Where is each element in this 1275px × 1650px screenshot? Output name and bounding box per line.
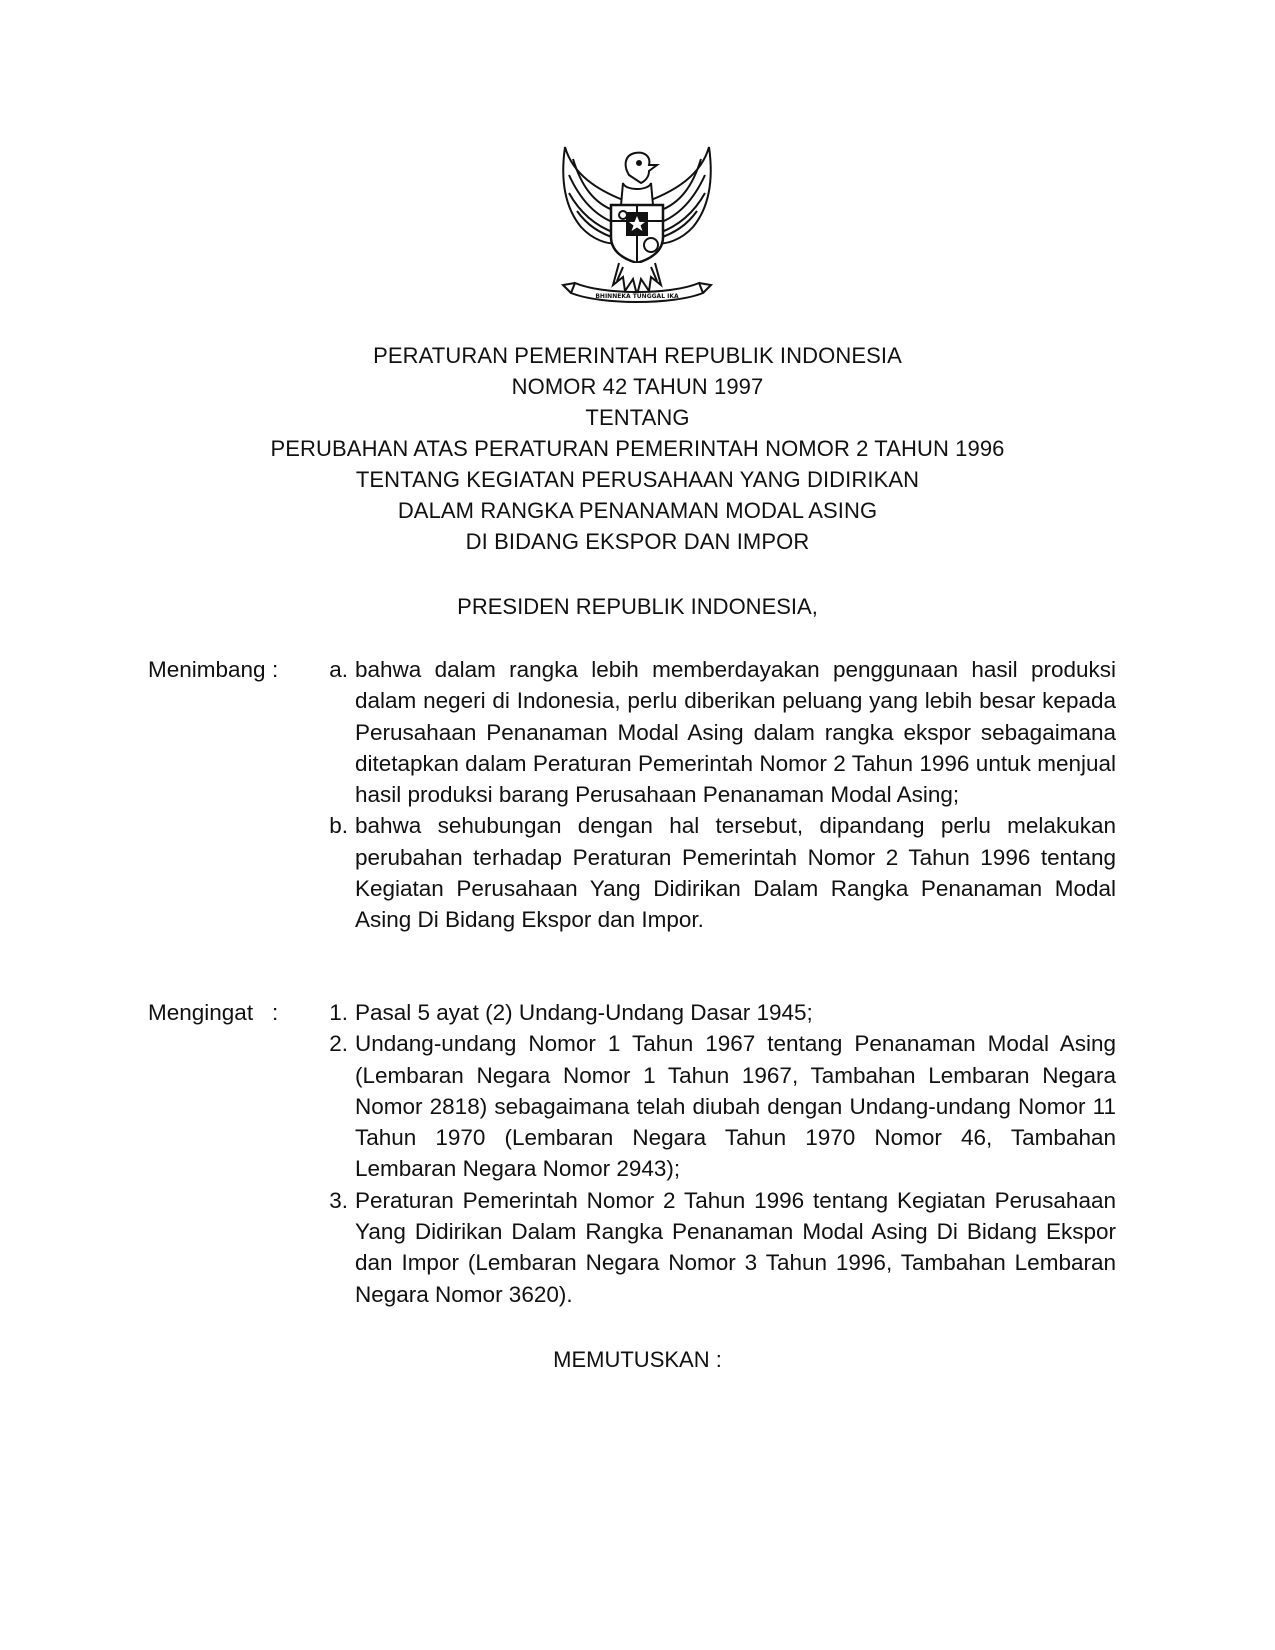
mengingat-label: Mengingat [148,1000,254,1025]
item-text: Peraturan Pemerintah Nomor 2 Tahun 1996 tentang Kegiatan Perusahaan Yang Didirikan Dalam Rangka Penanaman Modal Asing Di Bidang Ekspor dan Impor (Lembaran Negara Nomor 3 Tahun 1996, Tambahan Lembaran Negara Nomor 3620). [355,1187,1116,1307]
item-text: Pasal 5 ayat (2) Undang-Undang Dasar 1945; [355,1000,813,1025]
item-text: bahwa sehubungan dengan hal tersebut, dipandang perlu melakukan perubahan terhadap Peraturan Pemerintah Nomor 2 Tahun 1996 tentang Kegiatan Perusahaan Yang Didirikan Dalam Rangka Penanaman Modal Asing Di Bidang Ekspor dan Impor. [355,813,1116,933]
item-marker: b. [329,813,348,839]
president-heading: PRESIDEN REPUBLIK INDONESIA, [457,594,818,619]
emblem-motto: BHINNEKA TUNGGAL IKA [595,293,679,300]
title-line-5: TENTANG KEGIATAN PERUSAHAAN YANG DIDIRIKAN [355,467,920,492]
garuda-emblem-icon [553,145,721,311]
item-marker: 2. [329,1031,348,1057]
title-line-3: TENTANG [585,405,690,430]
title-line-4: PERUBAHAN ATAS PERATURAN PEMERINTAH NOMOR 2 TAHUN 1996 [270,436,1005,461]
mengingat-item-1 [148,997,1116,1028]
item-marker: 3. [329,1187,348,1213]
regulation-title [0,340,1275,557]
menimbang-section [148,654,1116,936]
item-marker: 1. [329,1000,348,1025]
mengingat-colon: : [272,1000,279,1025]
title-line-1: PERATURAN PEMERINTAH REPUBLIK INDONESIA [373,343,902,368]
menimbang-label: Menimbang [148,657,266,682]
item-text: Undang-undang Nomor 1 Tahun 1967 tentang Penanaman Modal Asing (Lembaran Negara Nomor 1 Tahun 1967, Tambahan Lembaran Negara Nomor 2818) sebagaimana telah diubah dengan Undang-undang Nomor 11 Tahun 1970 (Lembaran Negara Tahun 1970 Nomor 46, Tambahan Lembaran Negara Nomor 2943); [355,1031,1116,1182]
title-line-2: NOMOR 42 TAHUN 1997 [511,374,764,399]
memutuskan-heading: MEMUTUSKAN : [553,1347,722,1372]
mengingat-item-2 [148,1028,1116,1184]
title-line-7: DI BIDANG EKSPOR DAN IMPOR [465,529,810,554]
title-line-6: DALAM RANGKA PENANAMAN MODAL ASING [397,498,878,523]
menimbang-item-a [148,654,1116,810]
mengingat-item-3 [148,1185,1116,1310]
item-marker: a. [329,657,348,682]
mengingat-section [148,997,1116,1310]
menimbang-colon: : [272,657,279,682]
menimbang-item-b [148,810,1116,935]
item-text: bahwa dalam rangka lebih memberdayakan penggunaan hasil produksi dalam negeri di Indonesia, perlu diberikan peluang yang lebih besar kepada Perusahaan Penanaman Modal Asing dalam rangka ekspor sebagaimana ditetapkan dalam Peraturan Pemerintah Nomor 2 Tahun 1996 untuk menjual hasil produksi barang Perusahaan Penanaman Modal Asing; [355,657,1116,808]
